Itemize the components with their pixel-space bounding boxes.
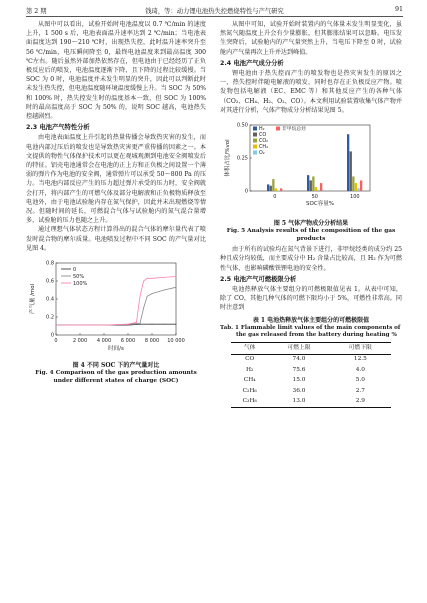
bar: [275, 188, 277, 191]
data-point: [104, 325, 105, 326]
data-point: [147, 278, 148, 279]
table-header-cell: 可燃下限: [330, 343, 391, 355]
flammability-table: [231, 342, 391, 408]
legend-swatch: [253, 145, 257, 149]
figure-caption-zh: 图 4 不同 SOC 下的产气量对比: [72, 362, 160, 370]
table-cell: 74.0: [292, 356, 306, 363]
bar: [272, 179, 274, 191]
legend-label: H₂: [259, 127, 265, 133]
table-cell: 4.0: [355, 366, 365, 373]
bar: [310, 180, 312, 191]
paragraph: 由电池表面温度上升引起的热量传播会导致热灾害的发生，而电池内部过压后的喷发也是导致热灾害更严重传播的因素之一。本文提供的物性气体保护技术可以更在观城观测到电池安全阀喷发后的特征。铝壳电池通常会在电池的正上方和正负极之间设置一个薄弱的弹片作为电池的安全阀，通常弹片可以承受 50～800 Pa 的压力。当电池内部反应产生的压力超过弹片承受的压力时，安全阀就会打开，将内部产生的可燃气体及部分电解液和正负极物质释放至电池外，由于电池试验舱内存在氮气保护，因此并未出现燃烧等情况。但随时间的延长，可燃混合气体与试验舱内的氮气混合量增多，试验舱的压力也随之上升。: [26, 134, 206, 225]
legend-label: 50%: [73, 273, 85, 280]
figure-caption-en: Fig. 5 Analysis results of the composition of the gas products: [226, 228, 396, 242]
data-point: [147, 296, 148, 297]
x-tick-label: 6 000: [120, 338, 136, 345]
paragraph: 通过理想气体状态方程计算得出的混合气体的摩尔量代表了喷发时混合物的摩尔质量。电池喷发过程中不同 SOC 的产气量对比见图 4。: [26, 226, 206, 252]
figure-caption-en: Fig. 4 Comparison of the gas production amounts under different states of charge (SOC): [35, 370, 197, 384]
y-axis-label: 体积占比/%vol: [225, 139, 231, 177]
bar: [312, 177, 314, 192]
data-point: [152, 324, 153, 325]
data-point: [176, 276, 177, 277]
data-point: [136, 322, 137, 323]
table-cell: C₃H₈: [231, 397, 268, 408]
x-tick-label: 0: [54, 338, 58, 345]
table-cell: 13.0: [268, 397, 329, 408]
table-row: [231, 354, 391, 365]
table-row: [231, 376, 391, 387]
figure-5: [220, 119, 402, 243]
table-cell: 12.5: [353, 356, 367, 363]
paragraph: 从图中可以看出，试验开始时电池温度以 0.7 ℃/min 的速度上升，1 500 s 后，电池表面温升速率达到 2 ℃/min；当电池表面温度达到 190～210 ℃时，出现热失控，此时温升速率突升至 56 ℃/min，电压瞬间降至 0，最终电池温度来到最高温度 300 ℃左右。随后虽然外部加热依然存在，但电池由于已经经历了正负极反应后的喷发，电池温度逐渐下降，且下降的过程比较缓慢。当 SOC 为 0 时，电池温度并未发生明显的突升，因此可以判断此时未发生热失控，但电池温度随环境温度缓慢上升。当 SOC 为 50% 和 100% 时，热失控发生时的温度基本一致，但 SOC 为 100% 时的最高温度高于 SOC 为 50% 的，说明 SOC 越高，电池热失控越剧烈。: [26, 21, 206, 121]
legend-label: CO: [259, 133, 267, 139]
right-column: [220, 20, 402, 408]
bar: [360, 180, 362, 191]
bar: [320, 183, 322, 191]
legend-label: 100%: [73, 280, 88, 287]
paragraph: 电池热释放气体主要组分的可燃极限值见表 1。从表中可知，除了 CO，其他几种气体的可燃下限均小于 5%，可燃性非常高。同时注意到: [220, 286, 402, 312]
legend-swatch: [253, 127, 257, 131]
legend-swatch: [253, 139, 257, 143]
table-cell: 2.9: [330, 397, 391, 408]
data-point: [143, 308, 144, 309]
bar: [357, 188, 359, 191]
page-number: 91: [394, 6, 403, 13]
table-title-zh: 表 1 电池热释放气体主要组分的可燃极限值: [252, 316, 370, 324]
legend-swatch: [253, 133, 257, 137]
page-header: [26, 6, 403, 17]
data-point: [128, 325, 129, 326]
bar: [315, 187, 317, 191]
table-cell: 75.6: [292, 366, 306, 373]
data-point: [176, 324, 177, 325]
paragraph: 从图中可知，试验开始时装置内的气体量未发生明显变化，虽然氮气随温度上升会有少量膨胀，但其膨胀结果可以忽略。电压发生突降后，试验舱内的产气量突然上升，当电压下降至 0 时，试验舱内产气量再次上升并达到峰值。: [220, 21, 402, 56]
table-cell: 15.0: [292, 377, 306, 384]
legend-label: CO₂: [259, 139, 269, 145]
x-tick-label: 8 000: [144, 338, 160, 345]
x-tick-label: 0: [273, 194, 277, 201]
table-row: [231, 386, 391, 397]
data-point: [140, 323, 141, 324]
y-axis-label: 产气量 /mol: [30, 283, 36, 315]
x-axis-label: 时间/s: [108, 346, 124, 353]
data-point: [164, 290, 165, 291]
data-point: [80, 325, 81, 326]
left-column: [26, 20, 206, 387]
y-tick-label: 0.4: [46, 296, 54, 303]
table-row: [231, 397, 391, 408]
table-header-cell: 气体: [231, 343, 268, 355]
paragraph: 锂电池由于热失控而产生的喷发物也是热灾害发生的原因之一，热失控时伴随电解液的喷发，同时也存在正负极反应产物。喷发物包括电解液（EC、EMC 等）和其他反应产生的各种气体（CO₂、CH₄、H₂、O₂、CO）。本文利用试验装置收集气体产物并对其进行分析，气体产物成分分析结果见图 5。: [220, 70, 402, 114]
legend-label: 0: [73, 266, 77, 273]
y-tick-label: 0.2: [46, 314, 54, 321]
data-point: [128, 324, 129, 325]
data-point: [56, 325, 57, 326]
x-tick-label: 2 000: [72, 338, 88, 345]
bar: [270, 186, 272, 191]
x-tick-label: 4 000: [96, 338, 112, 345]
bar: [350, 151, 352, 191]
bar: [280, 188, 282, 191]
table-row: [231, 365, 391, 376]
table-cell: C₂H₆: [242, 387, 257, 394]
table-cell: 5.0: [355, 377, 365, 384]
legend-swatch: [276, 127, 280, 131]
y-tick-label: 0.25: [236, 155, 248, 162]
data-point: [152, 293, 153, 294]
section-heading: 2.5 电池产气可燃极限分析: [220, 275, 297, 283]
table-header-row: [231, 343, 391, 355]
paragraph: 由于所有的试验均在氮气背景下进行，非甲烷经类的成分约 25 种且成分均较低，而主要成分中 H₂ 含量占比较高，且 H₂ 作为可燃性气体，也影响磷酸铁锂电池的安全性。: [220, 246, 402, 272]
table-cell: 36.0: [292, 387, 306, 394]
data-point: [176, 287, 177, 288]
section-heading: 2.3 电池产气特性分析: [26, 124, 90, 132]
x-axis-label: SOC容量%: [306, 201, 334, 208]
table-cell: CO: [245, 356, 255, 363]
x-tick-label: 10 000: [167, 338, 185, 345]
gas-composition-chart: [220, 119, 402, 215]
bar: [347, 134, 349, 191]
bar: [355, 183, 357, 191]
legend-label: O₂: [259, 151, 265, 157]
y-tick-label: 0.8: [46, 260, 54, 267]
data-point: [164, 324, 165, 325]
bar: [352, 177, 354, 192]
gas-production-chart: [26, 257, 206, 357]
series-line: [56, 287, 176, 325]
data-point: [140, 296, 141, 297]
section-heading: 2.4 电池产气成分分析: [220, 59, 284, 67]
legend-swatch: [253, 151, 257, 155]
bar: [267, 184, 269, 191]
data-point: [164, 277, 165, 278]
figure-caption-zh: 图 5 气体产物成分分析结果: [273, 220, 349, 228]
table-cell: CH₄: [243, 377, 256, 384]
table-cell: H₂: [245, 366, 254, 373]
bar: [277, 190, 279, 191]
x-tick-label: 50: [311, 194, 318, 201]
y-tick-label: 0: [244, 188, 248, 195]
data-point: [143, 281, 144, 282]
data-point: [140, 324, 141, 325]
table-header-cell: 可燃上限: [268, 343, 329, 355]
y-tick-label: 0.50: [236, 122, 248, 129]
bar: [317, 190, 319, 191]
x-tick-label: 100: [350, 194, 360, 201]
bar: [307, 175, 309, 191]
y-tick-label: 0: [50, 332, 54, 339]
table-title-en: Tab. 1 Flammable limit values of the main components of the gas released from the battery during heating %: [220, 324, 401, 338]
legend-label: CH₄: [259, 145, 268, 151]
legend-label: 非甲烷总烃: [282, 127, 306, 133]
data-point: [152, 278, 153, 279]
table-cell: 2.7: [355, 387, 365, 394]
issue-number: 第 2 期: [26, 8, 47, 15]
running-title: 钱琦，等：动力锂电池热失控燃烧特性与产气研究: [145, 8, 284, 15]
y-tick-label: 0.6: [46, 278, 54, 285]
figure-4: [26, 257, 206, 385]
